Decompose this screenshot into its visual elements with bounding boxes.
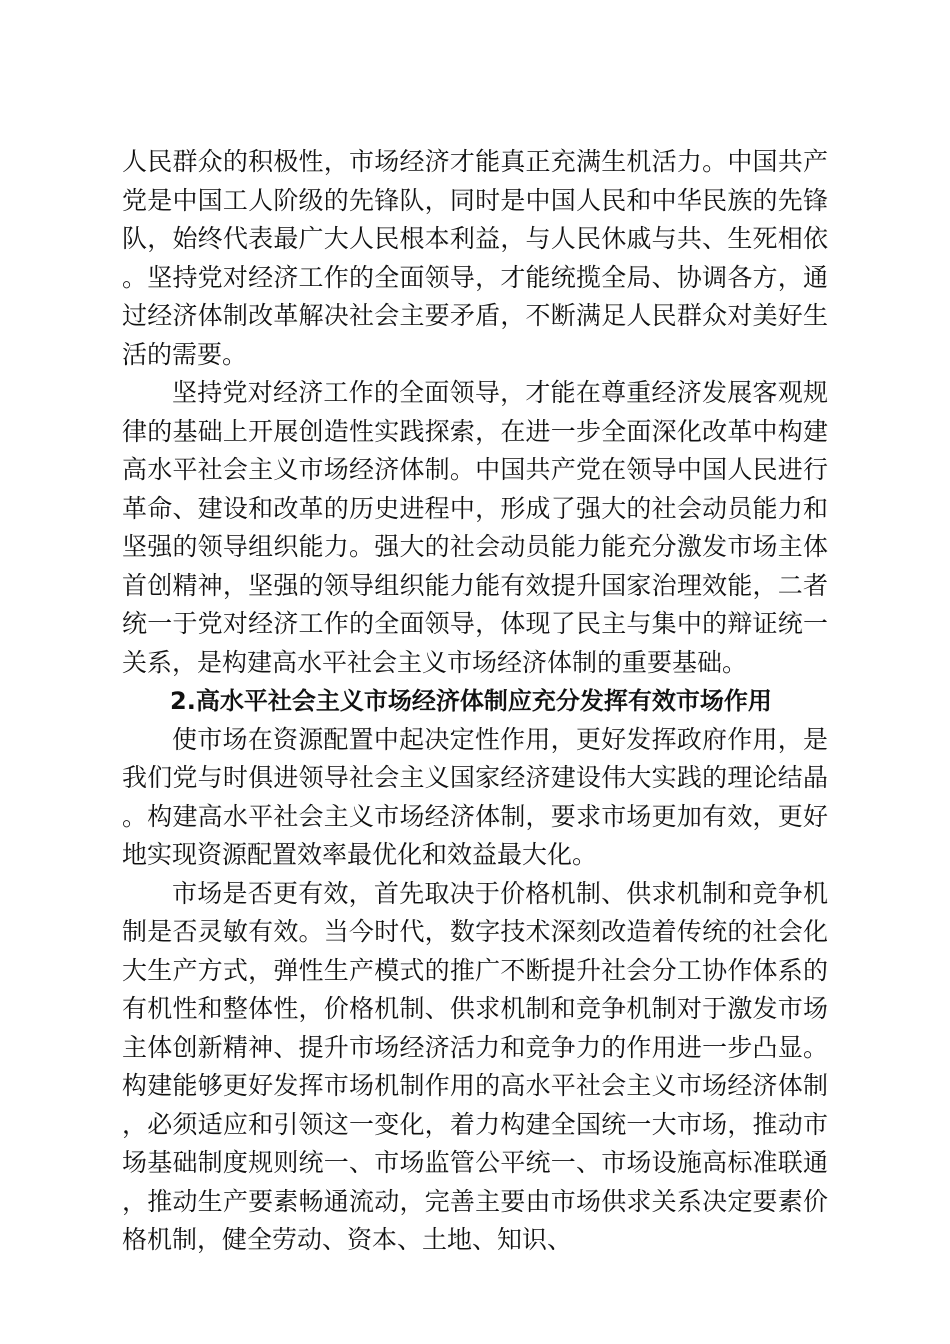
- paragraph-market-allocation: 使市场在资源配置中起决定性作用，更好发挥政府作用，是我们党与时俱进领导社会主义国家经济建设伟大实践的理论结晶。构建高水平社会主义市场经济体制，要求市场更加有效，更好地实现资源配置效率最优化和效益最大化。: [122, 724, 828, 869]
- paragraph-party-leadership: 坚持党对经济工作的全面领导，才能在尊重经济发展客观规律的基础上开展创造性实践探索，在进一步全面深化改革中构建高水平社会主义市场经济体制。中国共产党在领导中国人民进行革命、建设和改革的历史进程中，形成了强大的社会动员能力和坚强的领导组织能力。强大的社会动员能力能充分激发市场主体首创精神，坚强的领导组织能力能有效提升国家治理效能，二者统一于党对经济工作的全面领导，体现了民主与集中的辩证统一关系，是构建高水平社会主义市场经济体制的重要基础。: [122, 378, 828, 677]
- section-heading-effective-market: 2.高水平社会主义市场经济体制应充分发挥有效市场作用: [170, 687, 772, 715]
- document-body: [122, 143, 828, 1260]
- paragraph-continuation: 人民群众的积极性，市场经济才能真正充满生机活力。中国共产党是中国工人阶级的先锋队，同时是中国人民和中华民族的先锋队，始终代表最广大人民根本利益，与人民休戚与共、生死相依。坚持党对经济工作的全面领导，才能统揽全局、协调各方，通过经济体制改革解决社会主要矛盾，不断满足人民群众对美好生活的需要。: [122, 147, 828, 369]
- paragraph-market-mechanisms: 市场是否更有效，首先取决于价格机制、供求机制和竞争机制是否灵敏有效。当今时代，数字技术深刻改造着传统的社会化大生产方式，弹性生产模式的推广不断提升社会分工协作体系的有机性和整体性，价格机制、供求机制和竞争机制对于激发市场主体创新精神、提升市场经济活力和竞争力的作用进一步凸显。构建能够更好发挥市场机制作用的高水平社会主义市场经济体制，必须适应和引领这一变化，着力构建全国统一大市场，推动市场基础制度规则统一、市场监管公平统一、市场设施高标准联通，推动生产要素畅通流动，完善主要由市场供求关系决定要素价格机制，健全劳动、资本、土地、知识、: [122, 878, 828, 1254]
